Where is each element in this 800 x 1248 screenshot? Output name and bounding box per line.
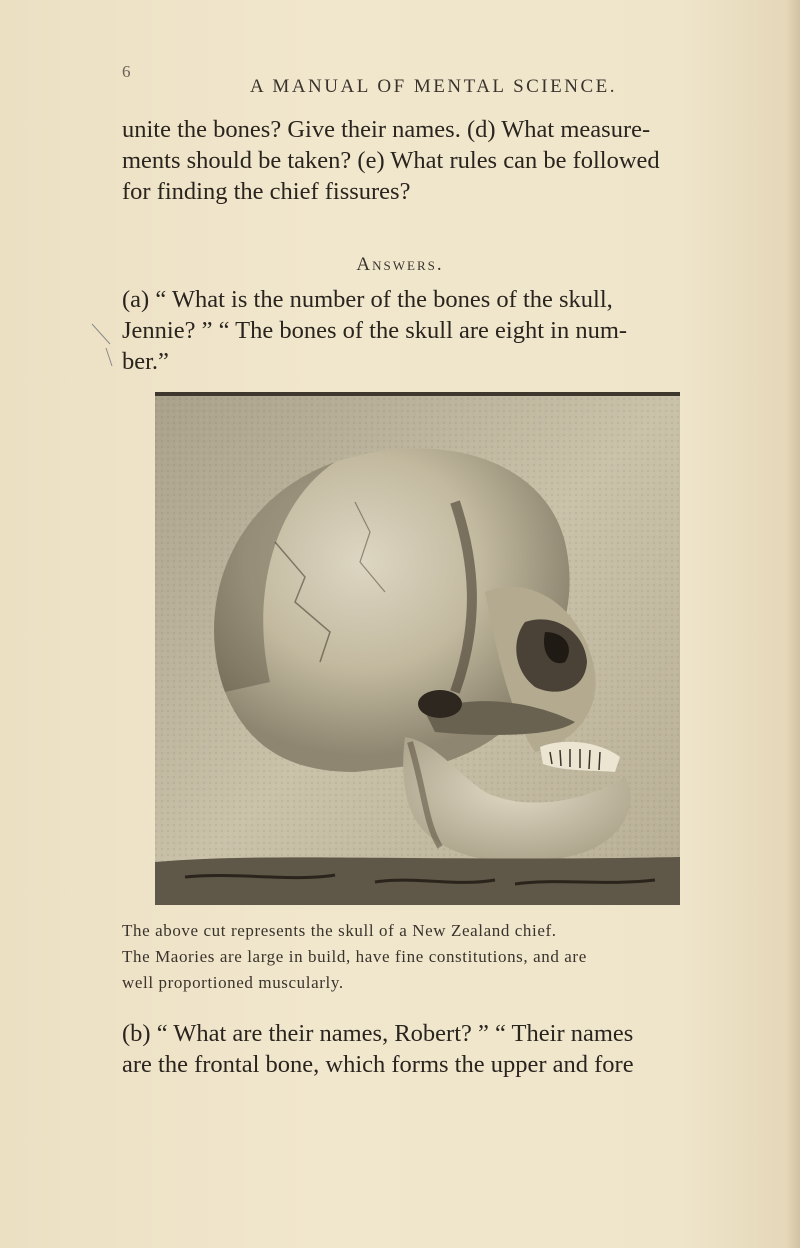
caption-line: The above cut represents the skull of a New Zealand chief. — [122, 921, 557, 940]
text-line: ber.” — [122, 348, 169, 375]
skull-illustration — [155, 392, 680, 905]
paragraph-questions — [122, 114, 702, 207]
page-number: 6 — [122, 62, 131, 81]
margin-pencil-mark — [88, 318, 118, 378]
caption-line: The Maories are large in build, have fine constitutions, and are — [122, 947, 587, 966]
skull-photograph — [155, 392, 680, 905]
text-line: ments should be taken? (e) What rules can be followed — [122, 147, 660, 174]
text-line: Jennie? ” “ The bones of the skull are eight in num- — [122, 317, 628, 344]
text-line: are the frontal bone, which forms the upper and fore — [122, 1051, 634, 1078]
text-line: unite the bones? Give their names. (d) What measure- — [122, 116, 651, 143]
text-line: (a) “ What is the number of the bones of the skull, — [122, 286, 613, 313]
page-edge-shadow — [786, 0, 800, 1248]
running-head: A MANUAL OF MENTAL SCIENCE. — [250, 76, 617, 97]
paragraph-answer-b — [122, 1018, 722, 1080]
text-line: (b) “ What are their names, Robert? ” “ Their names — [122, 1020, 634, 1047]
text-line: for finding the chief fissures? — [122, 178, 411, 205]
caption-line: well proportioned muscularly. — [122, 973, 344, 992]
section-heading: Answers. — [356, 254, 444, 275]
figure-caption — [122, 918, 712, 996]
paragraph-answer-a — [122, 284, 702, 377]
